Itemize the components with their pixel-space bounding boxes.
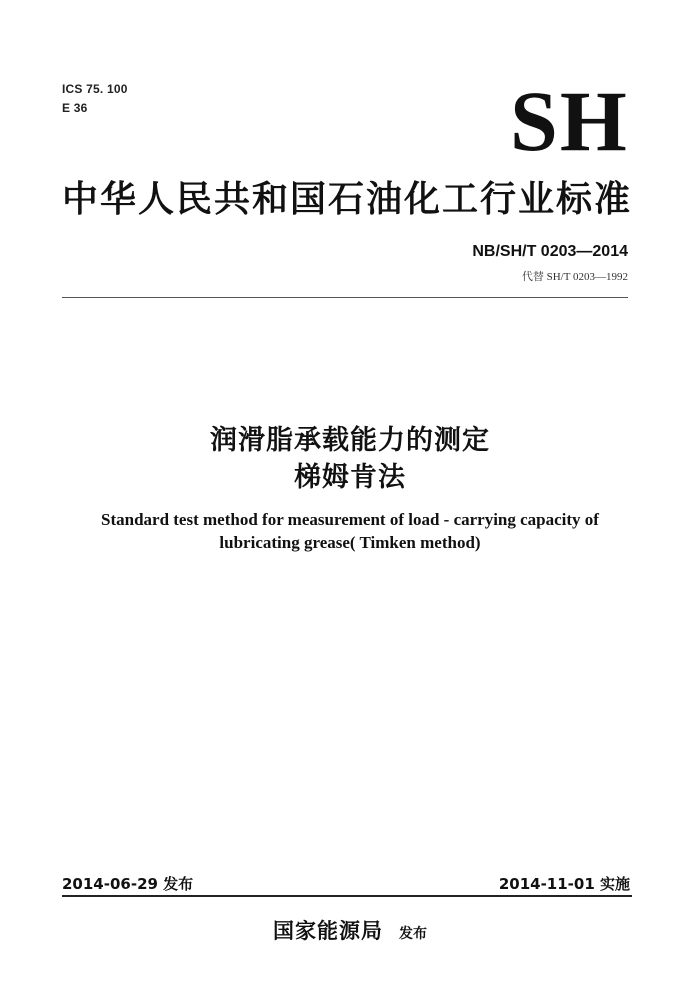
chinese-title-line-1: 润滑脂承载能力的测定: [210, 425, 490, 456]
issuer-name: 国家能源局: [273, 919, 383, 943]
replaces-note: 代替 SH/T 0203—1992: [521, 271, 628, 283]
sh-logo: SH: [510, 73, 629, 169]
classification-code: E 36: [62, 101, 88, 115]
header-divider: [62, 297, 628, 298]
english-title-line-1: Standard test method for measurement of load - carrying capacity of: [101, 510, 599, 529]
standard-category-title: 中华人民共和国石油化工行业标准: [62, 179, 633, 220]
implementation-date: 2014-11-01 实施: [498, 875, 630, 893]
issuer-action: 发布: [399, 926, 427, 942]
issue-date: 2014-06-29 发布: [62, 875, 194, 893]
chinese-title-line-2: 梯姆肯法: [294, 462, 406, 493]
issuer-block: [0, 915, 700, 945]
standard-number: NB/SH/T 0203—2014: [472, 243, 628, 260]
english-title-line-2: lubricating grease( Timken method): [219, 533, 481, 552]
ics-code: ICS 75. 100: [62, 82, 128, 96]
footer-divider: [62, 895, 632, 897]
